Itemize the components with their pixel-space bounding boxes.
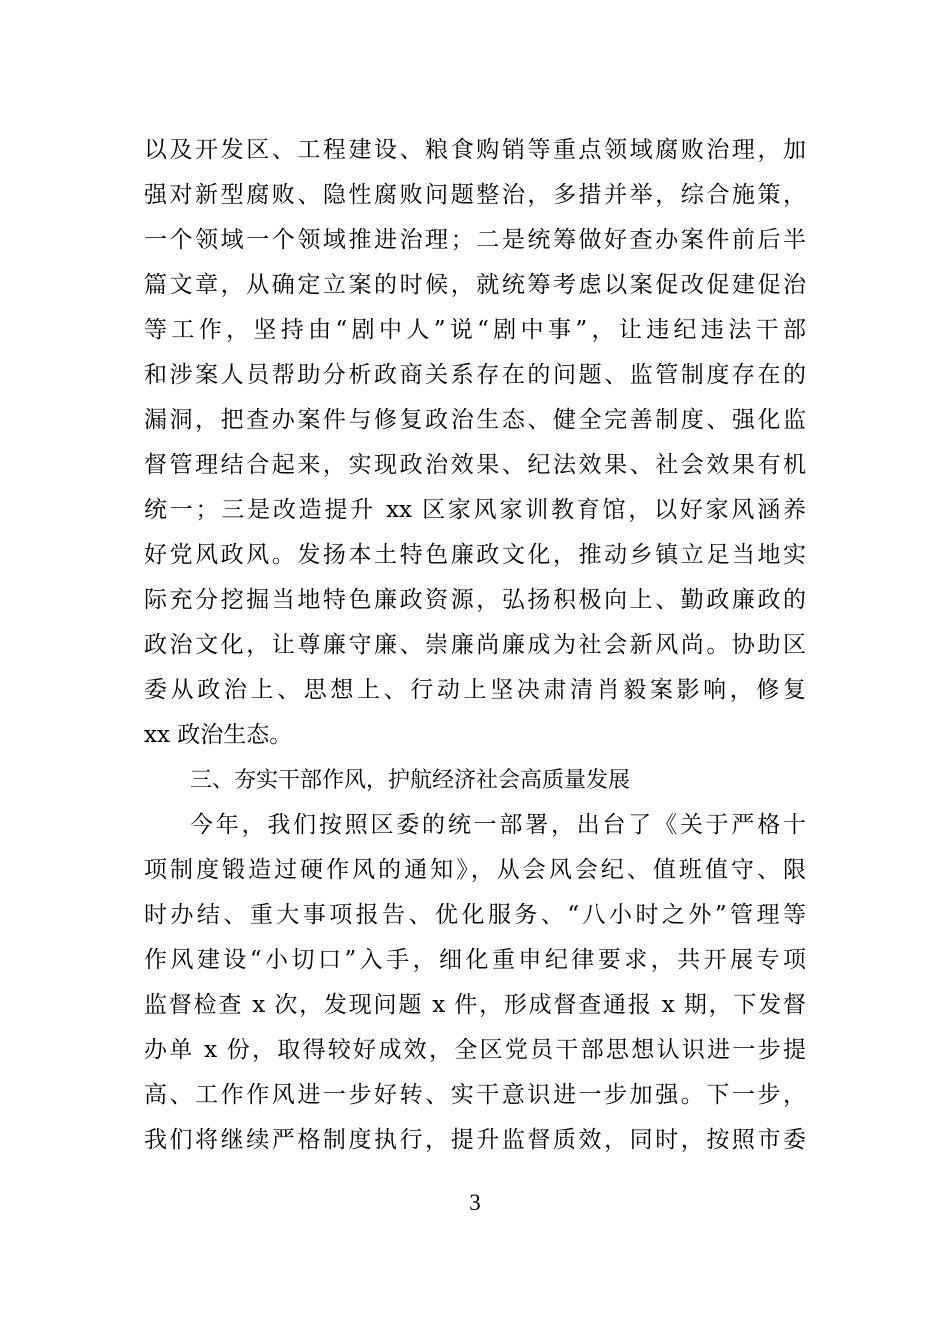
paragraph-line: xx 政治生态。 — [144, 722, 293, 748]
paragraph-line: 统一；三是改造提升 xx 区家风家训教育馆，以好家风涵养 — [144, 497, 806, 523]
paragraph-line: 今年，我们按照区委的统一部署，出台了《关于严格十 — [190, 812, 806, 838]
paragraph-line: 际充分挖掘当地特色廉政资源，弘扬积极向上、勤政廉政的 — [144, 587, 806, 613]
paragraph-line: 督管理结合起来，实现政治效果、纪法效果、社会效果有机 — [144, 452, 806, 478]
paragraph-line: 项制度锻造过硬作风的通知》，从会风会纪、值班值守、限 — [144, 857, 806, 883]
paragraph-line: 高、工作作风进一步好转、实干意识进一步加强。下一步， — [144, 1082, 806, 1108]
paragraph-line: 办单 x 份，取得较好成效，全区党员干部思想认识进一步提 — [144, 1037, 806, 1063]
paragraph-line: 作风建设“小切口”入手，细化重申纪律要求，共开展专项 — [144, 947, 806, 973]
paragraph-line: 漏洞，把查办案件与修复政治生态、健全完善制度、强化监 — [144, 407, 806, 433]
page-number: 3 — [469, 1190, 481, 1215]
paragraph-line: 监督检查 x 次，发现问题 x 件，形成督查通报 x 期，下发督 — [144, 992, 806, 1018]
paragraph-line: 以及开发区、工程建设、粮食购销等重点领域腐败治理，加 — [144, 137, 806, 163]
paragraph-line: 篇文章，从确定立案的时候，就统筹考虑以案促改促建促治 — [144, 272, 806, 298]
paragraph-line: 等工作，坚持由“剧中人”说“剧中事”，让违纪违法干部 — [144, 317, 806, 343]
paragraph-line: 强对新型腐败、隐性腐败问题整治，多措并举，综合施策， — [144, 182, 806, 208]
paragraph-line: 委从政治上、思想上、行动上坚决肃清肖毅案影响，修复 — [144, 677, 806, 703]
document-body — [144, 128, 806, 1163]
paragraph-line: 好党风政风。发扬本土特色廉政文化，推动乡镇立足当地实 — [144, 542, 806, 568]
paragraph-line: 我们将继续严格制度执行，提升监督质效，同时，按照市委 — [144, 1127, 806, 1153]
paragraph-line: 和涉案人员帮助分析政商关系存在的问题、监管制度存在的 — [144, 362, 806, 388]
paragraph-line: 时办结、重大事项报告、优化服务、“八小时之外”管理等 — [144, 902, 806, 928]
section-heading: 三、夯实干部作风，护航经济社会高质量发展 — [190, 768, 631, 793]
paragraph-line: 政治文化，让尊廉守廉、崇廉尚廉成为社会新风尚。协助区 — [144, 632, 806, 658]
paragraph-line: 一个领域一个领域推进治理；二是统筹做好查办案件前后半 — [144, 227, 806, 253]
